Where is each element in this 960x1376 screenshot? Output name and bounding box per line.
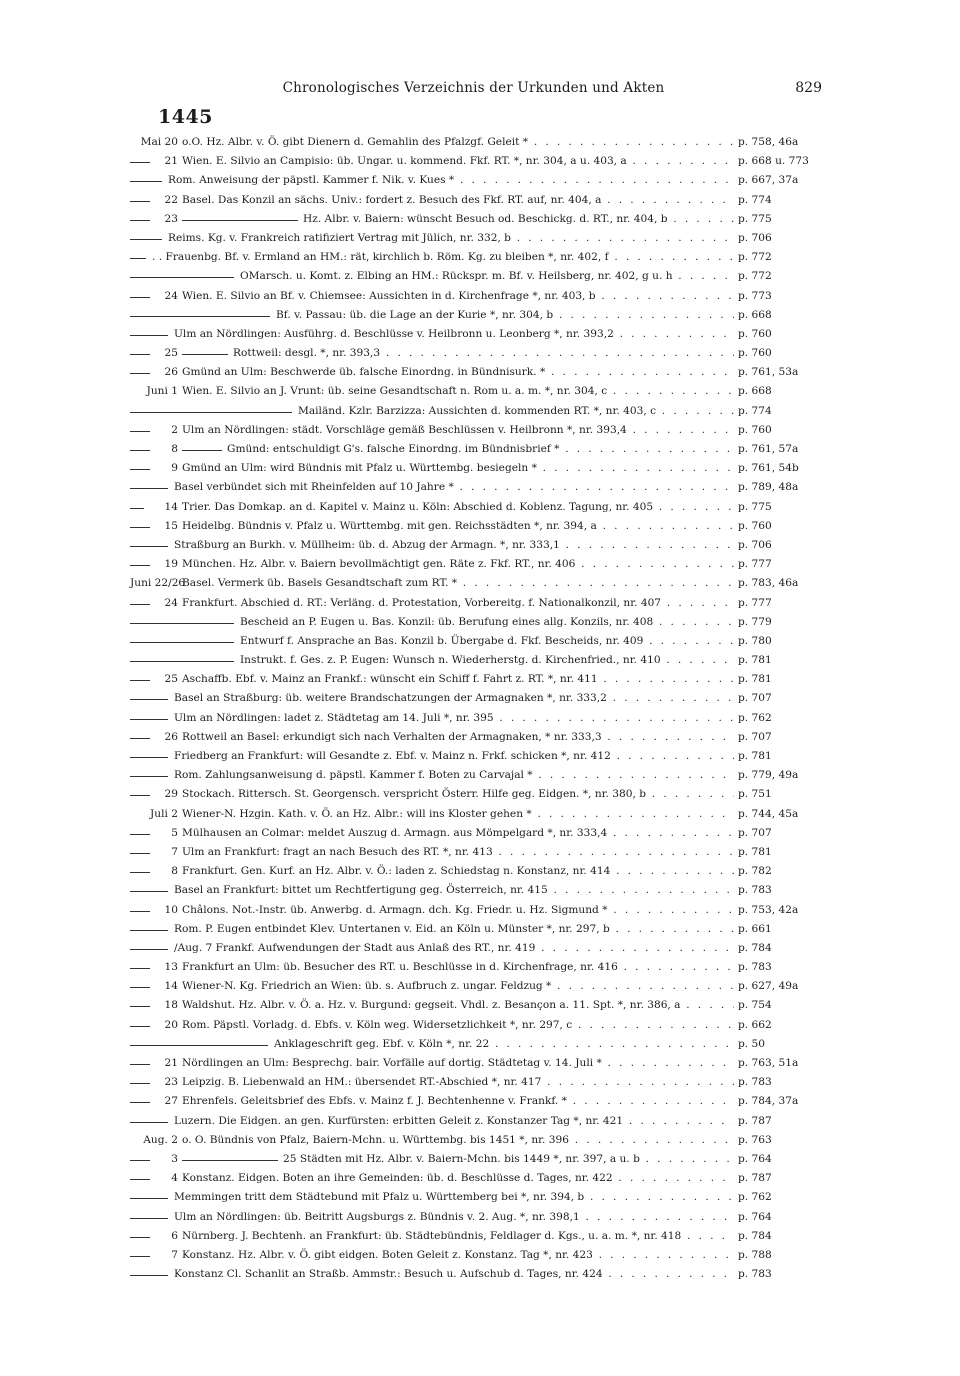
entry-page-reference: p. 707 bbox=[736, 728, 834, 747]
ditto-dash bbox=[130, 277, 234, 278]
ditto-dash bbox=[130, 488, 168, 489]
entry-page-reference: p. 783 bbox=[736, 1265, 834, 1284]
entry-date: 25 bbox=[164, 347, 178, 360]
entry-date: 5 bbox=[171, 826, 178, 839]
entry-text: Basel an Straßburg: üb. weitere Brandschatzungen der Armagnaken *, nr. 333,2 . . . bbox=[174, 689, 734, 708]
entry-page-reference: p. 783 bbox=[736, 881, 834, 900]
entry-text: Trier. Das Domkap. an d. Kapitel v. Mainz u. Köln: Abschied d. Koblenz. Tagung, nr. 405 . . . bbox=[182, 498, 734, 517]
entry-text: /Aug. 7 Frankf. Aufwendungen der Stadt aus Anlaß des RT., nr. 419 . . . bbox=[174, 939, 734, 958]
entry-text: Rom. Anweisung der päpstl. Kammer f. Nik. v. Kues * . . . bbox=[168, 171, 734, 190]
entry-page-reference: p. 780 bbox=[736, 632, 834, 651]
entry-text: Konstanz. Eidgen. Boten an ihre Gemeinden: üb. d. Beschlüsse d. Tages, nr. 422 . . . bbox=[182, 1169, 734, 1188]
ditto-dash bbox=[130, 220, 150, 221]
ditto-dash bbox=[130, 450, 150, 451]
entry-page-reference: p. 781 bbox=[736, 670, 834, 689]
ditto-dash bbox=[130, 834, 150, 835]
entry-text: Wiener-N. Hzgin. Kath. v. Ö. an Hz. Albr.: will ins Kloster gehen * . . . bbox=[182, 805, 734, 824]
entry-text: OMarsch. u. Komt. z. Elbing an HM.: Rückspr. m. Bf. v. Heilsberg, nr. 402, g u. h . . . bbox=[240, 267, 734, 286]
entry-date: 23 bbox=[164, 212, 178, 225]
list-item bbox=[130, 1092, 832, 1111]
entry-page-reference: p. 779, 49a bbox=[736, 766, 834, 785]
ditto-dash bbox=[130, 1198, 168, 1199]
entry-date: Juni 1 bbox=[146, 385, 178, 398]
entry-page-reference: p. 760 bbox=[736, 325, 834, 344]
entry-text: Waldshut. Hz. Albr. v. Ö. a. Hz. v. Burgund: gegseit. Vhdl. z. Besançon a. 11. Spt. *, nr. 386, a . . . bbox=[182, 996, 734, 1015]
entry-date: 3 bbox=[171, 1152, 178, 1165]
list-item bbox=[130, 1150, 832, 1169]
entry-page-reference: p. 760 bbox=[736, 421, 834, 440]
entry-page-reference: p. 706 bbox=[736, 536, 834, 555]
entry-text: Entwurf f. Ansprache an Bas. Konzil b. Übergabe d. Fkf. Bescheids, nr. 409 . . . bbox=[240, 632, 734, 651]
entry-date: 21 bbox=[164, 155, 178, 168]
entry-page-reference: p. 781 bbox=[736, 747, 834, 766]
ditto-dash bbox=[130, 469, 150, 470]
list-item bbox=[130, 958, 832, 977]
entry-page-reference: p. 706 bbox=[736, 229, 834, 248]
list-item bbox=[130, 1208, 832, 1227]
ditto-dash bbox=[130, 930, 168, 931]
list-item bbox=[130, 1054, 832, 1073]
ditto-dash bbox=[182, 1160, 278, 1161]
entry-text: Straßburg an Burkh. v. Müllheim: üb. d. Abzug der Armagn. *, nr. 333,1 . . . bbox=[174, 536, 734, 555]
list-item bbox=[130, 440, 832, 459]
entry-text: Anklageschrift geg. Ebf. v. Köln *, nr. 22 . . . bbox=[274, 1035, 734, 1054]
entry-text: Ehrenfels. Geleitsbrief des Ebfs. v. Mainz f. J. Bechtenhenne v. Frankf. * . . . bbox=[182, 1092, 734, 1111]
entry-page-reference: p. 668 bbox=[736, 382, 834, 401]
entry-page-reference: p. 762 bbox=[736, 709, 834, 728]
ditto-dash bbox=[130, 661, 234, 662]
list-item bbox=[130, 248, 832, 267]
entry-text: München. Hz. Albr. v. Baiern bevollmächtigt gen. Räte z. Fkf. RT., nr. 406 . . . bbox=[182, 555, 734, 574]
entry-date: 13 bbox=[164, 961, 178, 974]
entry-page-reference: p. 773 bbox=[736, 287, 834, 306]
entry-date: Juli 2 bbox=[150, 807, 178, 820]
entry-text: Luzern. Die Eidgen. an gen. Kurfürsten: erbitten Geleit z. Konstanzer Tag *, nr. 421 . . . bbox=[174, 1112, 734, 1131]
entry-page-reference: p. 760 bbox=[736, 344, 834, 363]
ditto-dash bbox=[130, 258, 146, 259]
entry-page-reference: p. 783 bbox=[736, 1073, 834, 1092]
entry-page-reference: p. 782 bbox=[736, 862, 834, 881]
entry-page-reference: p. 764 bbox=[736, 1208, 834, 1227]
list-item bbox=[130, 229, 832, 248]
ditto-dash bbox=[130, 1102, 150, 1103]
list-item bbox=[130, 363, 832, 382]
entry-date: 21 bbox=[164, 1057, 178, 1069]
ditto-dash bbox=[130, 968, 150, 969]
entry-text: . . Frauenbg. Bf. v. Ermland an HM.: rät, kirchlich b. Röm. Kg. zu bleiben *, nr. 402, f . . . bbox=[152, 248, 734, 267]
entry-page-reference: p. 781 bbox=[736, 651, 834, 670]
entry-date: 7 bbox=[171, 845, 178, 858]
entry-text: Mailänd. Kzlr. Barzizza: Aussichten d. kommenden RT. *, nr. 403, c . . . bbox=[298, 402, 734, 421]
ditto-dash bbox=[130, 853, 150, 854]
list-item bbox=[130, 421, 832, 440]
ditto-dash bbox=[130, 757, 168, 758]
entry-page-reference: p. 777 bbox=[736, 555, 834, 574]
list-item bbox=[130, 843, 832, 862]
list-item bbox=[130, 287, 832, 306]
entry-page-reference: p. 783, 46a bbox=[736, 574, 834, 593]
entry-page-reference: p. 753, 42a bbox=[736, 901, 834, 920]
list-item bbox=[130, 939, 832, 958]
list-item bbox=[130, 478, 832, 497]
entry-page-reference: p. 763, 51a bbox=[736, 1054, 834, 1073]
page-number: 829 bbox=[795, 80, 822, 96]
entry-page-reference: p. 662 bbox=[736, 1016, 834, 1035]
ditto-dash bbox=[130, 872, 150, 873]
list-item bbox=[130, 824, 832, 843]
entry-page-reference: p. 775 bbox=[736, 210, 834, 229]
entry-text: Ulm an Nördlingen: üb. Beitritt Augsburgs z. Bündnis v. 2. Aug. *, nr. 398,1 . . . bbox=[174, 1208, 734, 1227]
list-item bbox=[130, 1073, 832, 1092]
entry-text: Ulm an Nördlingen: städt. Vorschläge gemäß Beschlüssen v. Heilbronn *, nr. 393,4 . . . bbox=[182, 421, 734, 440]
entry-page-reference: p. 754 bbox=[736, 996, 834, 1015]
entry-page-reference: p. 763 bbox=[736, 1131, 834, 1150]
entry-page-reference: p. 784 bbox=[736, 939, 834, 958]
entry-text: Gmünd an Ulm: wird Bündnis mit Pfalz u. Württembg. besiegeln * . . . bbox=[182, 459, 734, 478]
entry-page-reference: p. 774 bbox=[736, 402, 834, 421]
list-item bbox=[130, 536, 832, 555]
ditto-dash bbox=[130, 1083, 150, 1084]
list-item bbox=[130, 1227, 832, 1246]
entry-page-reference: p. 789, 48a bbox=[736, 478, 834, 497]
list-item bbox=[130, 133, 832, 152]
entry-text: Gmünd: entschuldigt G's. falsche Einordng. im Bündnisbrief * . . . bbox=[227, 440, 734, 459]
entry-page-reference: p. 758, 46a bbox=[736, 133, 834, 152]
entry-text: Gmünd an Ulm: Beschwerde üb. falsche Einordng. in Bündnisurk. * . . . bbox=[182, 363, 734, 382]
ditto-dash bbox=[130, 508, 144, 509]
ditto-dash bbox=[130, 1006, 150, 1007]
entry-page-reference: p. 784, 37a bbox=[736, 1092, 834, 1111]
entry-page-reference: p. 772 bbox=[736, 248, 834, 267]
entry-date: 19 bbox=[164, 558, 178, 571]
entry-text: Frankfurt. Abschied d. RT.: Verläng. d. Protestation, Vorbereitg. f. Nationalkonzil, nr. 407 . . . bbox=[182, 594, 734, 613]
list-item bbox=[130, 805, 832, 824]
entry-date: 26 bbox=[164, 730, 178, 743]
ditto-dash bbox=[130, 1122, 168, 1123]
list-item bbox=[130, 651, 832, 670]
ditto-dash bbox=[130, 738, 150, 739]
ditto-dash bbox=[182, 450, 222, 451]
entry-text: Rom. P. Eugen entbindet Klev. Untertanen v. Eid. an Köln u. Münster *, nr. 297, b . . . bbox=[174, 920, 734, 939]
entry-page-reference: p. 784 bbox=[736, 1227, 834, 1246]
entry-page-reference: p. 774 bbox=[736, 191, 834, 210]
list-item bbox=[130, 171, 832, 190]
entry-date: Mai 20 bbox=[140, 136, 178, 148]
entry-text: Rottweil an Basel: erkundigt sich nach Verhalten der Armagnaken, * nr. 333,3 . . . bbox=[182, 728, 734, 747]
entry-text: Heidelbg. Bündnis v. Pfalz u. Württembg. mit gen. Reichsstädten *, nr. 394, a . . . bbox=[182, 517, 734, 536]
entry-text: Konstanz Cl. Schanlit an Straßb. Ammstr.: Besuch u. Aufschub d. Tages, nr. 424 . . . bbox=[174, 1265, 734, 1284]
ditto-dash bbox=[130, 297, 150, 298]
entry-text: Bescheid an P. Eugen u. Bas. Konzil: üb. Berufung eines allg. Konzils, nr. 408 . . . bbox=[240, 613, 734, 632]
entry-text: 25 Städten mit Hz. Albr. v. Baiern-Mchn. bis 1449 *, nr. 397, a u. b . . . bbox=[283, 1150, 734, 1169]
entry-text: Mülhausen an Colmar: meldet Auszug d. Armagn. aus Mömpelgard *, nr. 333,4 . . . bbox=[182, 824, 734, 843]
entry-page-reference: p. 50 bbox=[736, 1035, 834, 1054]
entry-text: Basel. Das Konzil an sächs. Univ.: fordert z. Besuch des Fkf. RT. auf, nr. 404, a . . . bbox=[182, 191, 734, 210]
list-item bbox=[130, 191, 832, 210]
list-item bbox=[130, 977, 832, 996]
entry-date: 10 bbox=[164, 903, 178, 916]
list-item bbox=[130, 325, 832, 344]
entry-text: Rottweil: desgl. *, nr. 393,3 . . . bbox=[233, 344, 734, 363]
list-item bbox=[130, 670, 832, 689]
ditto-dash bbox=[130, 335, 168, 336]
entry-text: Nürnberg. J. Bechtenh. an Frankfurt: üb. Städtebündnis, Feldlager d. Kgs., u. a. m. *, nr. 418 . . . bbox=[182, 1227, 734, 1246]
entry-text: Reims. Kg. v. Frankreich ratifiziert Vertrag mit Jülich, nr. 332, b . . . bbox=[168, 229, 734, 248]
running-head bbox=[125, 80, 822, 100]
list-item bbox=[130, 1035, 832, 1054]
list-item bbox=[130, 613, 832, 632]
entry-text: Wien. E. Silvio an Campisio: üb. Ungar. u. kommend. Fkf. RT. *, nr. 304, a u. 403, a . . . bbox=[182, 152, 734, 171]
entry-page-reference: p. 761, 53a bbox=[736, 363, 834, 382]
ditto-dash bbox=[130, 719, 168, 720]
ditto-dash bbox=[130, 181, 162, 182]
entry-page-reference: p. 787 bbox=[736, 1169, 834, 1188]
entry-page-reference: p. 761, 57a bbox=[736, 440, 834, 459]
list-item bbox=[130, 728, 832, 747]
entry-text: Basel. Vermerk üb. Basels Gesandtschaft zum RT. * . . . bbox=[182, 574, 734, 593]
list-item bbox=[130, 1265, 832, 1284]
entry-date: 6 bbox=[171, 1229, 178, 1242]
list-item bbox=[130, 210, 832, 229]
entry-page-reference: p. 751 bbox=[736, 785, 834, 804]
ditto-dash bbox=[130, 1064, 150, 1065]
list-item bbox=[130, 747, 832, 766]
entry-page-reference: p. 781 bbox=[736, 843, 834, 862]
ditto-dash bbox=[130, 1179, 150, 1180]
list-item bbox=[130, 574, 832, 593]
entry-text: Ulm an Frankfurt: fragt an nach Besuch des RT. *, nr. 413 . . . bbox=[182, 843, 734, 862]
entry-text: Bf. v. Passau: üb. die Lage an der Kurie *, nr. 304, b . . . bbox=[276, 306, 734, 325]
entry-text: Châlons. Not.-Instr. üb. Anwerbg. d. Armagn. dch. Kg. Friedr. u. Hz. Sigmund * . . . bbox=[182, 901, 734, 920]
ditto-dash bbox=[182, 354, 228, 355]
entry-page-reference: p. 777 bbox=[736, 594, 834, 613]
list-item bbox=[130, 901, 832, 920]
ditto-dash bbox=[130, 546, 168, 547]
entry-date: Aug. 2 bbox=[143, 1133, 178, 1146]
entry-page-reference: p. 772 bbox=[736, 267, 834, 286]
year-heading: 1445 bbox=[158, 106, 213, 128]
ditto-dash bbox=[130, 891, 168, 892]
list-item bbox=[130, 382, 832, 401]
entry-page-reference: p. 668 bbox=[736, 306, 834, 325]
list-item bbox=[130, 862, 832, 881]
ditto-dash bbox=[130, 623, 234, 624]
entry-text: Frankfurt an Ulm: üb. Besucher des RT. u. Beschlüsse in d. Kirchenfrage, nr. 416 . . . bbox=[182, 958, 734, 977]
list-item bbox=[130, 1016, 832, 1035]
list-item bbox=[130, 1246, 832, 1265]
list-item bbox=[130, 1188, 832, 1207]
entry-text: Frankfurt. Gen. Kurf. an Hz. Albr. v. Ö.: laden z. Schiedstag n. Konstanz, nr. 414 . . . bbox=[182, 862, 734, 881]
list-item bbox=[130, 766, 832, 785]
list-item bbox=[130, 632, 832, 651]
ditto-dash bbox=[130, 565, 150, 566]
ditto-dash bbox=[130, 431, 150, 432]
list-item bbox=[130, 344, 832, 363]
list-item bbox=[130, 498, 832, 517]
ditto-dash bbox=[130, 1045, 268, 1046]
ditto-dash bbox=[130, 1026, 150, 1027]
list-item bbox=[130, 555, 832, 574]
chronology-list bbox=[130, 133, 832, 1284]
entry-date: 25 bbox=[164, 673, 178, 686]
entry-page-reference: p. 744, 45a bbox=[736, 805, 834, 824]
entry-text: Wiener-N. Kg. Friedrich an Wien: üb. s. Aufbruch z. ungar. Feldzug * . . . bbox=[182, 977, 734, 996]
ditto-dash bbox=[130, 1256, 150, 1257]
ditto-dash bbox=[130, 795, 150, 796]
list-item bbox=[130, 402, 832, 421]
entry-date: 14 bbox=[164, 500, 178, 513]
entry-date: 8 bbox=[171, 443, 178, 455]
ditto-dash bbox=[130, 776, 168, 777]
list-item bbox=[130, 1169, 832, 1188]
entry-page-reference: p. 762 bbox=[736, 1188, 834, 1207]
entry-text: Wien. E. Silvio an J. Vrunt: üb. seine Gesandtschaft n. Rom u. a. m. *, nr. 304, c . . . bbox=[182, 382, 734, 401]
entry-page-reference: p. 707 bbox=[736, 689, 834, 708]
ditto-dash bbox=[130, 373, 150, 374]
list-item bbox=[130, 689, 832, 708]
ditto-dash bbox=[130, 642, 234, 643]
ditto-dash bbox=[130, 699, 168, 700]
entry-date: 7 bbox=[171, 1248, 178, 1261]
ditto-dash bbox=[130, 239, 162, 240]
entry-date: 2 bbox=[171, 423, 178, 436]
entry-date: 4 bbox=[171, 1172, 178, 1185]
ditto-dash bbox=[130, 527, 150, 528]
list-item bbox=[130, 459, 832, 478]
entry-date: 23 bbox=[164, 1076, 178, 1089]
entry-date: 22 bbox=[164, 193, 178, 206]
list-item bbox=[130, 881, 832, 900]
list-item bbox=[130, 996, 832, 1015]
ditto-dash bbox=[130, 1218, 168, 1219]
entry-date: 14 bbox=[164, 980, 178, 993]
entry-page-reference: p. 788 bbox=[736, 1246, 834, 1265]
list-item bbox=[130, 1131, 832, 1150]
entry-date: 24 bbox=[164, 289, 178, 302]
entry-text: Konstanz. Hz. Albr. v. Ö. gibt eidgen. Boten Geleit z. Konstanz. Tag *, nr. 423 . . . bbox=[182, 1246, 734, 1265]
entry-text: o. O. Bündnis von Pfalz, Baiern-Mchn. u. Württembg. bis 1451 *, nr. 396 . . . bbox=[182, 1131, 734, 1150]
entry-page-reference: p. 787 bbox=[736, 1112, 834, 1131]
list-item bbox=[130, 306, 832, 325]
entry-date: 29 bbox=[164, 788, 178, 801]
list-item bbox=[130, 152, 832, 171]
entry-date: 26 bbox=[164, 366, 178, 379]
ditto-dash bbox=[130, 1237, 150, 1238]
ditto-dash bbox=[130, 604, 150, 605]
entry-page-reference: p. 779 bbox=[736, 613, 834, 632]
entry-text: Stockach. Rittersch. St. Georgensch. verspricht Österr. Hilfe geg. Eidgen. *, nr. 380, b . . . bbox=[182, 785, 734, 804]
entry-date: 24 bbox=[164, 596, 178, 609]
entry-page-reference: p. 661 bbox=[736, 920, 834, 939]
list-item bbox=[130, 267, 832, 286]
entry-text: Nördlingen an Ulm: Besprechg. bair. Vorfälle auf dortig. Städtetag v. 14. Juli * . . . bbox=[182, 1054, 734, 1073]
entry-date: 15 bbox=[164, 519, 178, 532]
running-head-title: Chronologisches Verzeichnis der Urkunden und Akten bbox=[282, 80, 665, 96]
ditto-dash bbox=[130, 911, 150, 912]
list-item bbox=[130, 920, 832, 939]
list-item bbox=[130, 785, 832, 804]
entry-text: Basel an Frankfurt: bittet um Rechtfertigung geg. Österreich, nr. 415 . . . bbox=[174, 881, 734, 900]
entry-text: Memmingen tritt dem Städtebund mit Pfalz u. Württemberg bei *, nr. 394, b . . . bbox=[174, 1188, 734, 1207]
entry-page-reference: p. 783 bbox=[736, 958, 834, 977]
ditto-dash bbox=[130, 162, 150, 163]
ditto-dash bbox=[182, 220, 298, 221]
ditto-dash bbox=[130, 354, 150, 355]
list-item bbox=[130, 709, 832, 728]
entry-text: Aschaffb. Ebf. v. Mainz an Frankf.: wünscht ein Schiff f. Fahrt z. RT. *, nr. 411 . . . bbox=[182, 670, 734, 689]
entry-text: Basel verbündet sich mit Rheinfelden auf 10 Jahre * . . . bbox=[174, 478, 734, 497]
entry-date: 9 bbox=[171, 462, 178, 475]
ditto-dash bbox=[130, 1160, 150, 1161]
entry-date: 8 bbox=[171, 865, 178, 878]
entry-text: Leipzig. B. Liebenwald an HM.: übersendet RT.-Abschied *, nr. 417 . . . bbox=[182, 1073, 734, 1092]
entry-page-reference: p. 761, 54b bbox=[736, 459, 834, 478]
entry-page-reference: p. 627, 49a bbox=[736, 977, 834, 996]
entry-text: Ulm an Nördlingen: Ausführg. d. Beschlüsse v. Heilbronn u. Leonberg *, nr. 393,2 . . . bbox=[174, 325, 734, 344]
entry-date: Juni 22/26 bbox=[130, 577, 186, 590]
ditto-dash bbox=[130, 412, 292, 413]
list-item bbox=[130, 594, 832, 613]
entry-text: Hz. Albr. v. Baiern: wünscht Besuch od. Beschickg. d. RT., nr. 404, b . . . bbox=[303, 210, 734, 229]
ditto-dash bbox=[130, 680, 150, 681]
entry-page-reference: p. 775 bbox=[736, 498, 834, 517]
ditto-dash bbox=[130, 1275, 168, 1276]
ditto-dash bbox=[130, 949, 168, 950]
entry-text: o.O. Hz. Albr. v. Ö. gibt Dienern d. Gemahlin des Pfalzgf. Geleit * . . . bbox=[182, 133, 734, 152]
entry-page-reference: p. 764 bbox=[736, 1150, 834, 1169]
entry-date: 27 bbox=[164, 1095, 178, 1108]
entry-date: 18 bbox=[164, 999, 178, 1012]
ditto-dash bbox=[130, 201, 150, 202]
ditto-dash bbox=[130, 987, 150, 988]
ditto-dash bbox=[130, 316, 270, 317]
entry-page-reference: p. 668 u. 773 bbox=[736, 152, 834, 171]
entry-text: Instrukt. f. Ges. z. P. Eugen: Wunsch n. Wiederherstg. d. Kirchenfried., nr. 410 . . . bbox=[240, 651, 734, 670]
entry-date: 20 bbox=[164, 1018, 178, 1031]
entry-text: Rom. Zahlungsanweisung d. päpstl. Kammer f. Boten zu Carvajal * . . . bbox=[174, 766, 734, 785]
entry-text: Wien. E. Silvio an Bf. v. Chiemsee: Aussichten in d. Kirchenfrage *, nr. 403, b . . . bbox=[182, 287, 734, 306]
entry-page-reference: p. 760 bbox=[736, 517, 834, 536]
entry-text: Rom. Päpstl. Vorladg. d. Ebfs. v. Köln weg. Widersetzlichkeit *, nr. 297, c . . . bbox=[182, 1016, 734, 1035]
list-item bbox=[130, 1112, 832, 1131]
entry-page-reference: p. 667, 37a bbox=[736, 171, 834, 190]
entry-text: Friedberg an Frankfurt: will Gesandte z. Ebf. v. Mainz n. Frkf. schicken *, nr. 412 . . . bbox=[174, 747, 734, 766]
list-item bbox=[130, 517, 832, 536]
entry-text: Ulm an Nördlingen: ladet z. Städtetag am 14. Juli *, nr. 395 . . . bbox=[174, 709, 734, 728]
entry-page-reference: p. 707 bbox=[736, 824, 834, 843]
